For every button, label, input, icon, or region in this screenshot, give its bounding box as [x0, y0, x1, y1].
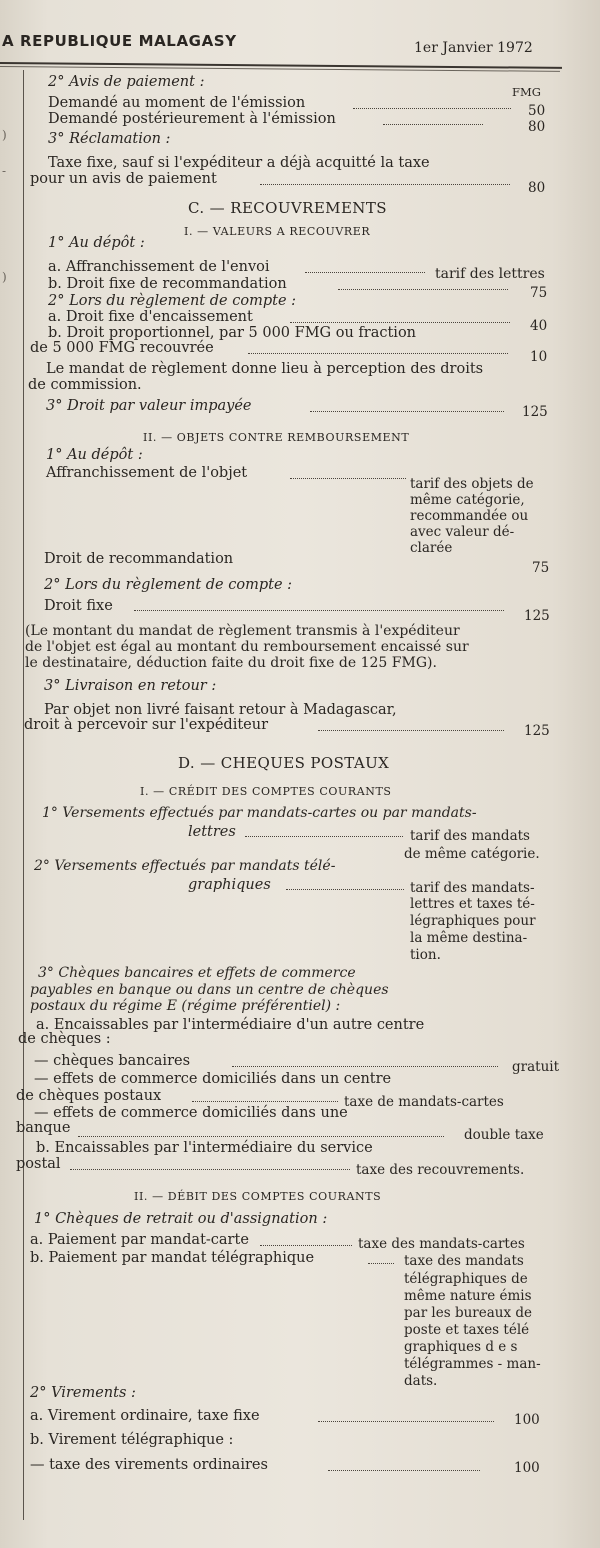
value: télégraphiques de [404, 1271, 528, 1287]
line-text: — chèques bancaires [34, 1053, 191, 1069]
header-title: A REPUBLIQUE MALAGASY [2, 32, 237, 50]
line-text: a. Virement ordinaire, taxe fixe [30, 1408, 260, 1424]
line-text: droit à percevoir sur l'expéditeur [24, 717, 269, 733]
section-heading: 3° Livraison en retour : [44, 678, 217, 694]
section-heading: 2° Lors du règlement de compte : [48, 293, 297, 309]
value: avec valeur dé- [410, 524, 515, 540]
line-text: banque [16, 1120, 71, 1136]
value: taxe des mandats-cartes [358, 1236, 525, 1252]
section-heading: 2° Lors du règlement de compte : [44, 577, 293, 593]
value: même catégorie, [410, 492, 525, 508]
value: légraphiques pour [410, 913, 536, 929]
value: tarif des mandats [410, 828, 530, 844]
dot-leader [318, 1421, 494, 1422]
value: 80 [528, 119, 546, 135]
value: par les bureaux de [404, 1305, 533, 1321]
value: graphiques d e s [404, 1339, 518, 1355]
column-rule [23, 70, 24, 1520]
section-heading: 1° Au dépôt : [46, 447, 143, 463]
subsection-title: I. — CRÉDIT DES COMPTES COURANTS [140, 785, 392, 798]
line-text: de chèques : [18, 1031, 111, 1047]
line-text: de commission. [28, 377, 142, 393]
value: tarif des lettres [435, 266, 545, 282]
line-text: de l'objet est égal au montant du remboursement encaissé sur [25, 639, 469, 655]
value: gratuit [512, 1059, 560, 1075]
line-text: Demandé au moment de l'émission [48, 95, 306, 111]
line-text: (Le montant du mandat de règlement transmis à l'expéditeur [25, 623, 460, 639]
value: taxe des mandats [404, 1253, 524, 1269]
value: clarée [410, 540, 453, 556]
value: recommandée ou [410, 508, 529, 524]
dot-leader [70, 1169, 350, 1170]
dot-leader [305, 272, 425, 273]
dot-leader [338, 289, 508, 290]
value: 80 [528, 180, 546, 196]
line-text: Demandé postérieurement à l'émission [48, 111, 336, 127]
section-heading: 3° Droit par valeur impayée [46, 398, 252, 414]
line-text: a. Droit fixe d'encaissement [48, 309, 253, 325]
dot-leader [260, 184, 510, 185]
value: tarif des mandats- [410, 880, 535, 896]
dot-leader [245, 836, 403, 837]
section-heading: postaux du régime E (régime préférentiel) : [30, 998, 341, 1014]
value: 50 [528, 103, 546, 119]
dot-leader [192, 1101, 338, 1102]
section-title: D. — CHEQUES POSTAUX [178, 754, 390, 772]
line-text: — taxe des virements ordinaires [30, 1457, 268, 1473]
dot-leader [134, 610, 504, 611]
value: 125 [522, 404, 548, 420]
value: taxe de mandats-cartes [344, 1094, 504, 1110]
value: tarif des objets de [410, 476, 534, 492]
value: 75 [532, 560, 550, 576]
value: 40 [530, 318, 548, 334]
dot-leader [286, 889, 404, 890]
value: dats. [404, 1373, 438, 1389]
dot-leader [78, 1136, 444, 1137]
margin-mark: - [2, 164, 7, 178]
section-heading: 3° Réclamation : [48, 131, 171, 147]
section-heading: 1° Versements effectués par mandats-cartes ou par mandats- [42, 805, 477, 821]
section-heading: 2° Virements : [30, 1385, 136, 1401]
dot-leader [290, 322, 510, 323]
dot-leader [248, 353, 508, 354]
line-text: de 5 000 FMG recouvrée [30, 340, 214, 356]
section-heading: 1° Au dépôt : [48, 235, 145, 251]
line-text: b. Droit fixe de recommandation [48, 276, 287, 292]
value: la même destina- [410, 930, 528, 946]
line-text: — effets de commerce domiciliés dans une [34, 1105, 348, 1121]
dot-leader [318, 730, 504, 731]
line-text: b. Droit proportionnel, par 5 000 FMG ou fraction [48, 325, 417, 341]
line-text: de chèques postaux [16, 1088, 162, 1104]
line-text: Droit fixe [44, 598, 113, 614]
section-heading: payables en banque ou dans un centre de chèques [30, 982, 389, 998]
section-heading: 2° Avis de paiement : [48, 74, 205, 90]
line-text: — effets de commerce domiciliés dans un centre [34, 1071, 392, 1087]
value: 100 [514, 1412, 540, 1428]
line-text: b. Encaissables par l'intermédiaire du service [36, 1140, 373, 1156]
margin-mark: ) [2, 270, 7, 284]
section-heading: graphiques [188, 877, 271, 893]
section-title: C. — RECOUVREMENTS [188, 199, 387, 217]
line-text: Droit de recommandation [44, 551, 234, 567]
margin-mark: ) [2, 128, 7, 142]
line-text: Affranchissement de l'objet [46, 465, 248, 481]
header-date: 1er Janvier 1972 [414, 40, 533, 56]
line-text: a. Affranchissement de l'envoi [48, 259, 270, 275]
value: 100 [514, 1460, 540, 1476]
unit-label: FMG [512, 85, 541, 99]
value: 125 [524, 608, 550, 624]
value: 125 [524, 723, 550, 739]
dot-leader [232, 1066, 498, 1067]
line-text: le destinataire, déduction faite du droit fixe de 125 FMG). [25, 655, 437, 671]
line-text: pour un avis de paiement [30, 171, 217, 187]
value: taxe des recouvrements. [356, 1162, 525, 1178]
line-text: Par objet non livré faisant retour à Madagascar, [44, 702, 397, 718]
dot-leader [368, 1263, 394, 1264]
subsection-title: II. — OBJETS CONTRE REMBOURSEMENT [143, 431, 410, 444]
line-text: a. Encaissables par l'intermédiaire d'un autre centre [36, 1017, 425, 1033]
value: 75 [530, 285, 548, 301]
line-text: Taxe fixe, sauf si l'expéditeur a déjà acquitté la taxe [48, 155, 430, 171]
dot-leader [290, 478, 406, 479]
dot-leader [383, 124, 483, 125]
value: même nature émis [404, 1288, 532, 1304]
value: 10 [530, 349, 548, 365]
dot-leader [260, 1245, 352, 1246]
subsection-title: I. — VALEURS A RECOUVRER [184, 225, 371, 238]
value: tion. [410, 947, 441, 963]
section-heading: 3° Chèques bancaires et effets de commerce [38, 965, 356, 981]
line-text: Le mandat de règlement donne lieu à perception des droits [46, 361, 484, 377]
dot-leader [310, 411, 504, 412]
section-heading: lettres [188, 824, 236, 840]
section-heading: 1° Chèques de retrait ou d'assignation : [34, 1211, 328, 1227]
line-text: a. Paiement par mandat-carte [30, 1232, 249, 1248]
line-text: b. Virement télégraphique : [30, 1432, 234, 1448]
value: télégrammes - man- [404, 1356, 541, 1372]
section-heading: 2° Versements effectués par mandats télé- [34, 858, 336, 874]
dot-leader [328, 1470, 480, 1471]
line-text: postal [16, 1156, 61, 1172]
value: poste et taxes télé [404, 1322, 530, 1338]
subsection-title: II. — DÉBIT DES COMPTES COURANTS [134, 1190, 382, 1203]
value: de même catégorie. [404, 846, 540, 862]
dot-leader [353, 108, 511, 109]
value: double taxe [464, 1127, 544, 1143]
value: lettres et taxes té- [410, 896, 535, 912]
line-text: b. Paiement par mandat télégraphique [30, 1250, 315, 1266]
